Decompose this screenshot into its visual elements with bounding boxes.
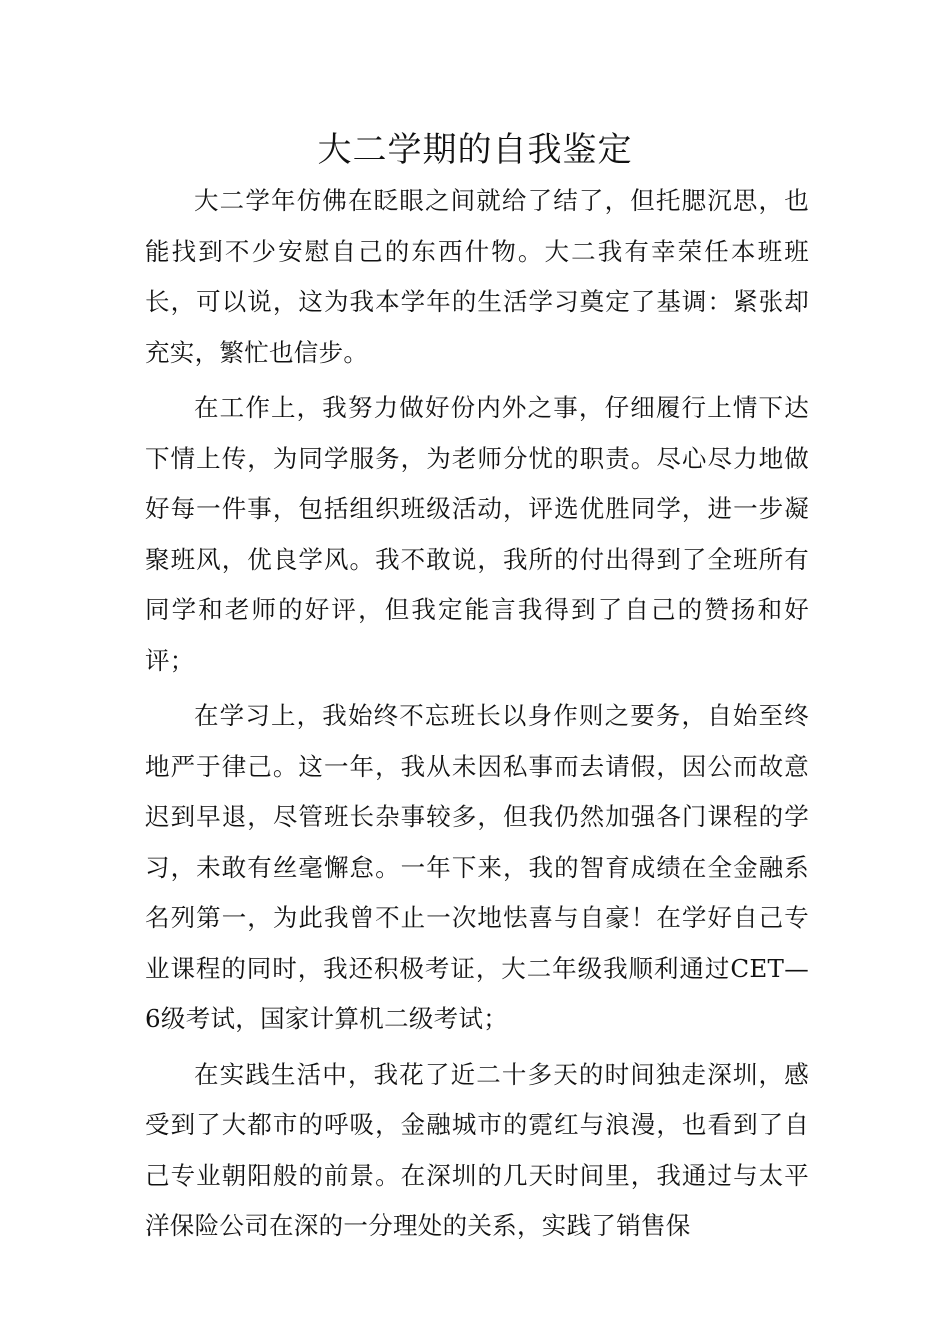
paragraph-practice: 在实践生活中，我花了近二十多天的时间独走深圳，感受到了大都市的呼吸，金融城市的霓红与浪漫，也看到了自己专业朝阳般的前景。在深圳的几天时间里，我通过与太平洋保险公司在深的一分理处的关系，实践了销售保 (145, 1059, 809, 1240)
paragraph-intro: 大二学年仿佛在眨眼之间就给了结了，但托腮沉思，也能找到不少安慰自己的东西什物。大二我有幸荣任本班班长，可以说，这为我本学年的生活学习奠定了基调：紧张却充实，繁忙也信步。 (145, 186, 809, 367)
document-title: 大二学期的自我鉴定 (317, 130, 633, 170)
document-body (145, 176, 809, 1257)
paragraph-study: 在学习上，我始终不忘班长以身作则之要务，自始至终地严于律己。这一年，我从未因私事而去请假，因公而故意迟到早退，尽管班长杂事较多，但我仍然加强各门课程的学习，未敢有丝毫懈怠。一年下来，我的智育成绩在全金融系名列第一，为此我曾不止一次地怯喜与自豪！在学好自己专业课程的同时，我还积极考证，大二年级我顺利通过CET—6级考试，国家计算机二级考试； (145, 701, 809, 1033)
paragraph-work: 在工作上，我努力做好份内外之事，仔细履行上情下达下情上传，为同学服务，为老师分忧的职责。尽心尽力地做好每一件事，包括组织班级活动，评选优胜同学，进一步凝聚班风，优良学风。我不敢说，我所的付出得到了全班所有同学和老师的好评，但我定能言我得到了自己的赞扬和好评； (145, 393, 809, 675)
